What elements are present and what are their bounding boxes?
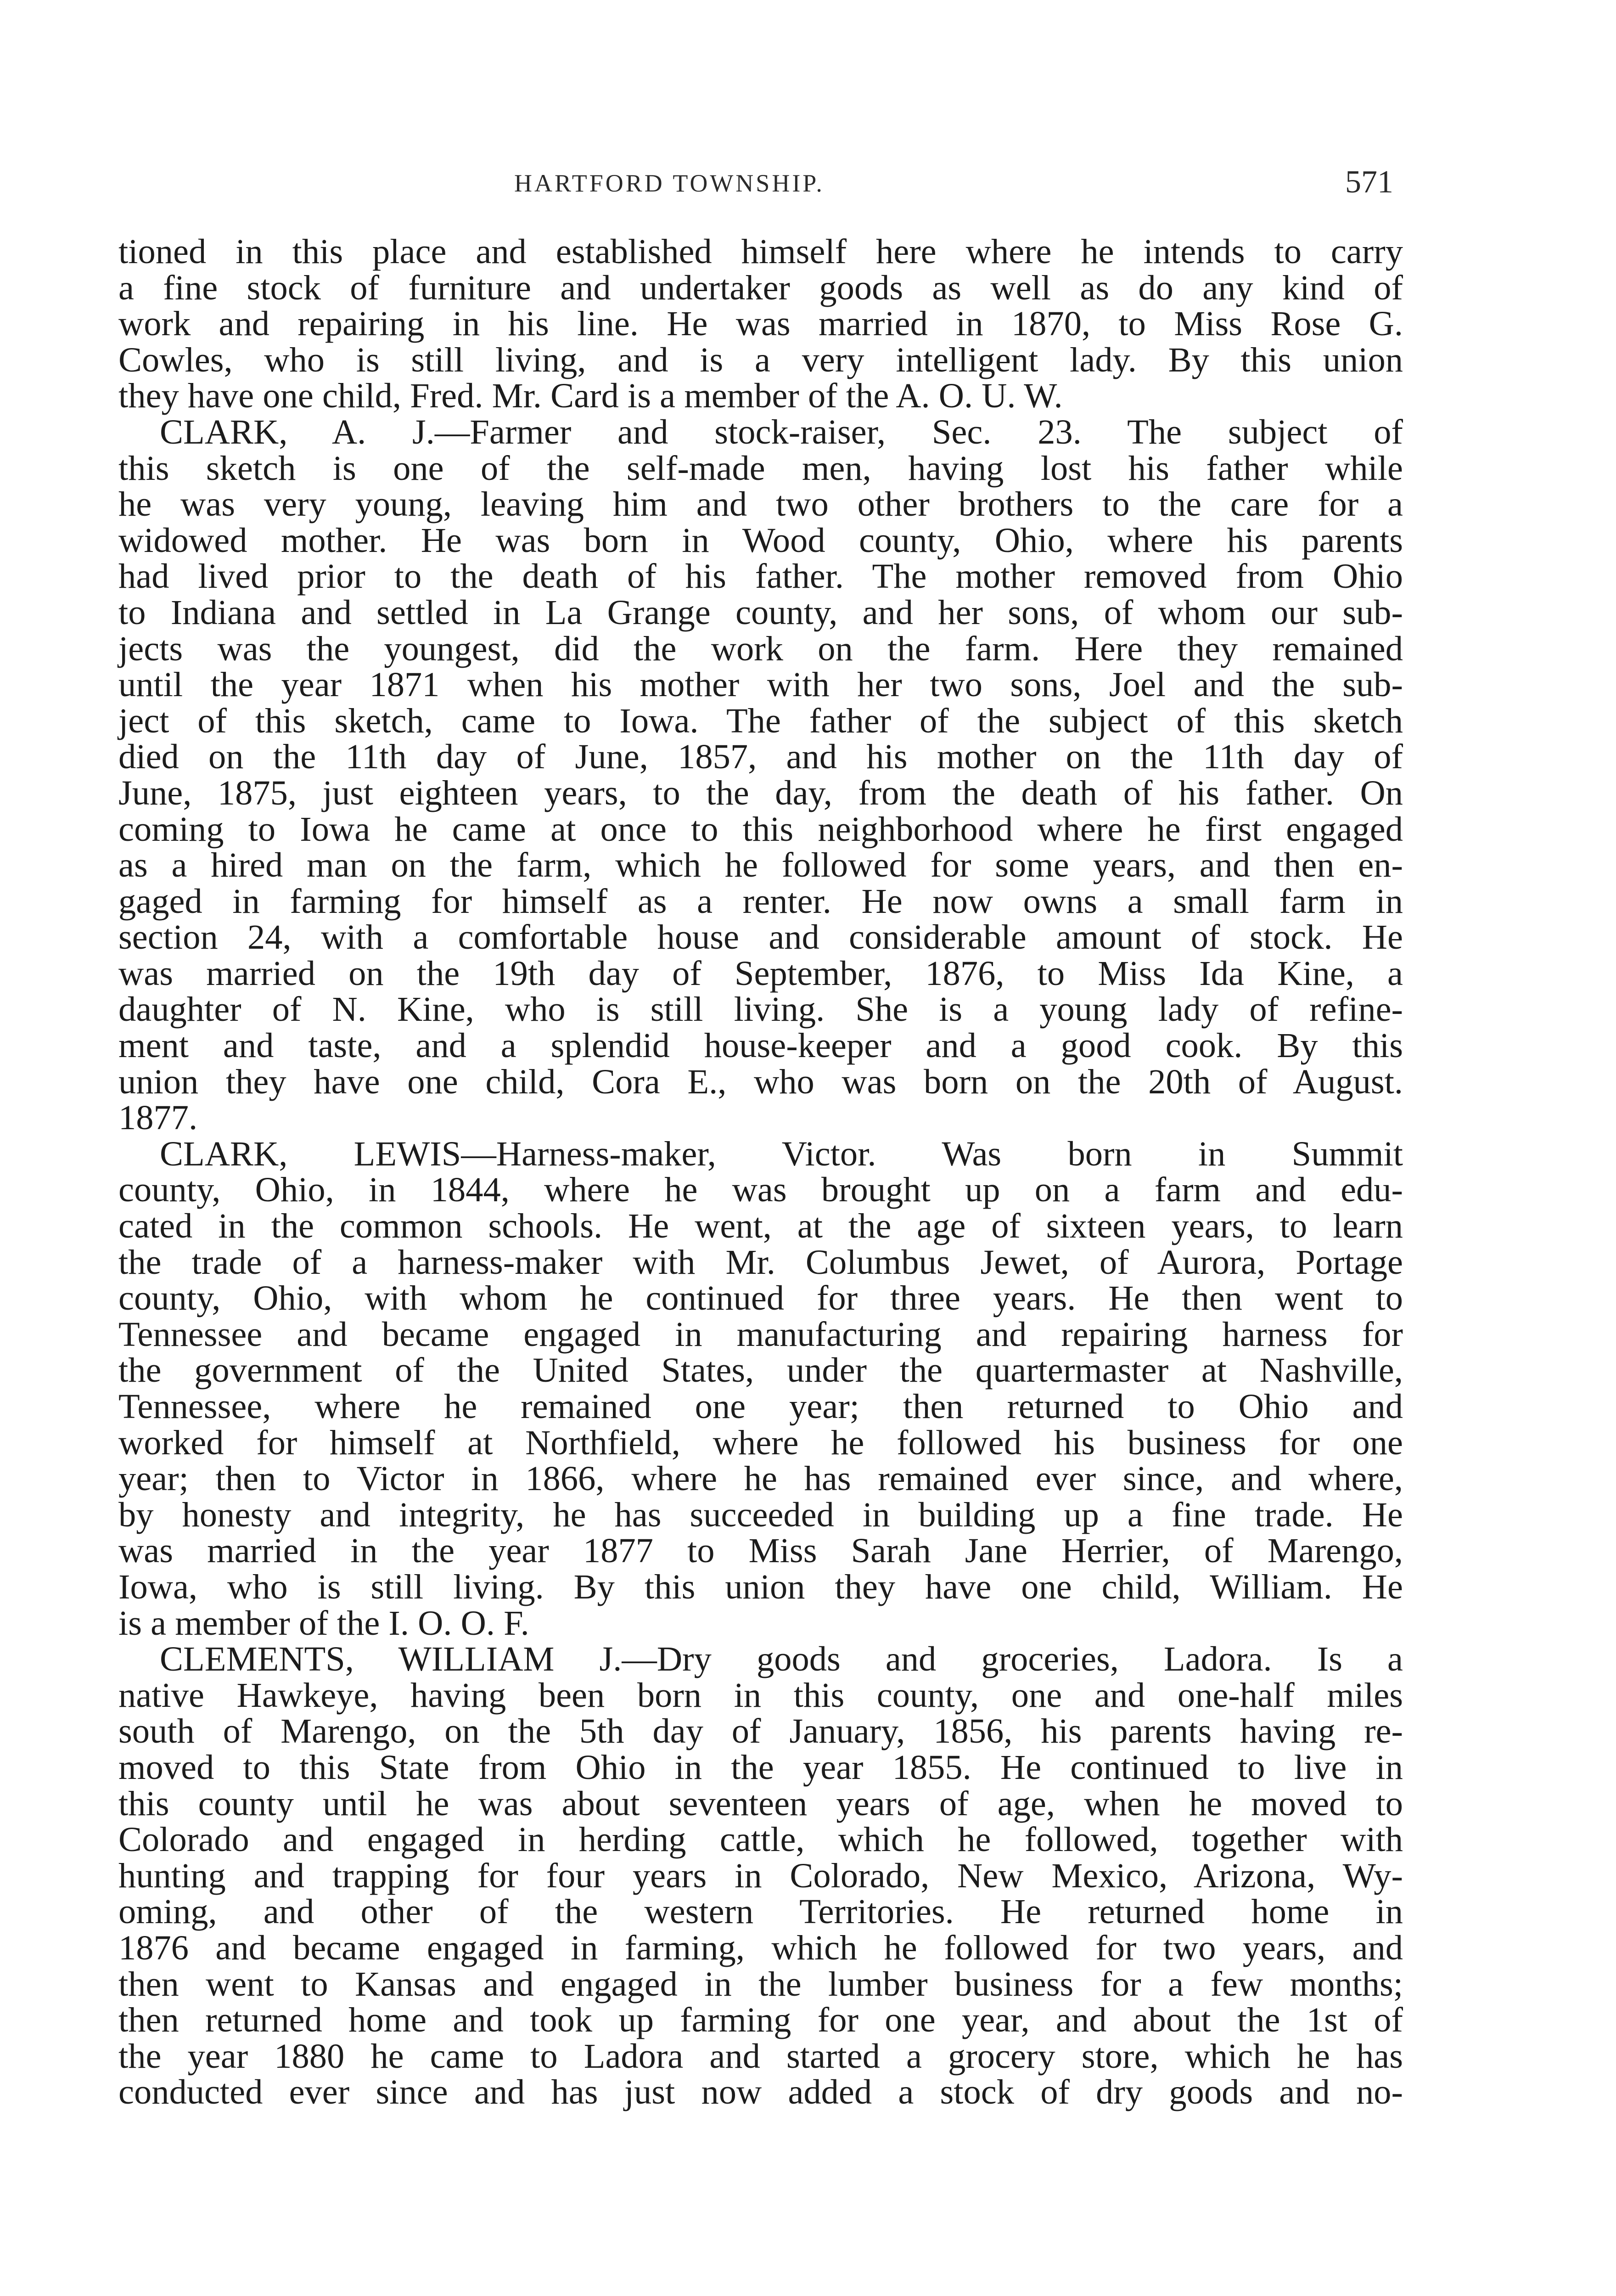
text-line: oming, and other of the western Territories. He returned home in (118, 1892, 1403, 1931)
text-line: conducted ever since and has just now added a stock of dry goods and no- (118, 2072, 1403, 2112)
text-line: south of Marengo, on the 5th day of January, 1856, his parents having re- (118, 1711, 1403, 1751)
text-line: hunting and trapping for four years in Colorado, New Mexico, Arizona, Wy- (118, 1856, 1403, 1895)
text-line: this sketch is one of the self-made men, having lost his father while (118, 448, 1403, 488)
text-line: is a member of the I. O. O. F. (118, 1603, 529, 1643)
text-line: ject of this sketch, came to Iowa. The father of the subject of this sketch (118, 701, 1403, 740)
text-line: year; then to Victor in 1866, where he has remained ever since, and where, (118, 1459, 1403, 1498)
text-line: Cowles, who is still living, and is a very intelligent lady. By this union (118, 340, 1403, 379)
text-line: ment and taste, and a splendid house-keeper and a good cook. By this (118, 1026, 1403, 1065)
text-line: cated in the common schools. He went, at the age of sixteen years, to learn (118, 1206, 1403, 1246)
text-line: died on the 11th day of June, 1857, and his mother on the 11th day of (118, 737, 1403, 777)
text-line: moved to this State from Ohio in the year 1855. He continued to live in (118, 1747, 1403, 1787)
text-line: Tennessee and became engaged in manufacturing and repairing harness for (118, 1314, 1403, 1354)
text-line: had lived prior to the death of his father. The mother removed from Ohio (118, 557, 1403, 596)
text-line: worked for himself at Northfield, where he followed his business for one (118, 1423, 1403, 1462)
text-line: coming to Iowa he came at once to this neighborhood where he first engaged (118, 809, 1403, 849)
text-line: gaged in farming for himself as a renter. He now owns a small farm in (118, 881, 1403, 921)
text-line: was married on the 19th day of September, 1876, to Miss Ida Kine, a (118, 953, 1403, 993)
entry-first-line: CLEMENTS, WILLIAM J.—Dry goods and groceries, Ladora. Is a (160, 1639, 1403, 1679)
page-number: 571 (1345, 164, 1393, 200)
entry-first-line: CLARK, LEWIS—Harness-maker, Victor. Was born in Summit (160, 1134, 1403, 1173)
entry-first-line: CLARK, A. J.—Farmer and stock-raiser, Sec. 23. The subject of (160, 412, 1403, 451)
text-line: section 24, with a comfortable house and considerable amount of stock. He (118, 917, 1403, 957)
text-line: this county until he was about seventeen years of age, when he moved to (118, 1784, 1403, 1823)
text-line: to Indiana and settled in La Grange county, and her sons, of whom our sub- (118, 592, 1403, 632)
text-line: a fine stock of furniture and undertaker goods as well as do any kind of (118, 268, 1403, 307)
text-line: union they have one child, Cora E., who was born on the 20th of August. (118, 1062, 1403, 1101)
text-line: the trade of a harness-maker with Mr. Columbus Jewet, of Aurora, Portage (118, 1242, 1403, 1282)
text-line: daughter of N. Kine, who is still living. She is a young lady of refine- (118, 990, 1403, 1029)
text-line: native Hawkeye, having been born in this county, one and one-half miles (118, 1675, 1403, 1715)
text-line: Iowa, who is still living. By this union they have one child, William. He (118, 1567, 1403, 1606)
text-line: was married in the year 1877 to Miss Sarah Jane Herrier, of Marengo, (118, 1531, 1403, 1570)
text-line: county, Ohio, in 1844, where he was brought up on a farm and edu- (118, 1170, 1403, 1210)
text-line: work and repairing in his line. He was married in 1870, to Miss Rose G. (118, 304, 1403, 343)
text-line: he was very young, leaving him and two other brothers to the care for a (118, 484, 1403, 524)
text-line: 1877. (118, 1098, 198, 1137)
text-line: widowed mother. He was born in Wood county, Ohio, where his parents (118, 520, 1403, 560)
text-line: then returned home and took up farming for one year, and about the 1st of (118, 2000, 1403, 2040)
text-line: jects was the youngest, did the work on the farm. Here they remained (118, 629, 1403, 668)
text-line: county, Ohio, with whom he continued for three years. He then went to (118, 1278, 1403, 1318)
text-line: the year 1880 he came to Ladora and started a grocery store, which he has (118, 2036, 1403, 2076)
text-line: by honesty and integrity, he has succeeded in building up a fine trade. He (118, 1495, 1403, 1534)
text-line: Colorado and engaged in herding cattle, which he followed, together with (118, 1820, 1403, 1859)
text-line: until the year 1871 when his mother with her two sons, Joel and the sub- (118, 665, 1403, 704)
text-line: Tennessee, where he remained one year; then returned to Ohio and (118, 1387, 1403, 1426)
running-head: HARTFORD TOWNSHIP. (514, 169, 825, 197)
text-line: June, 1875, just eighteen years, to the day, from the death of his father. On (118, 773, 1403, 812)
text-line: 1876 and became engaged in farming, which he followed for two years, and (118, 1928, 1403, 1967)
text-line: then went to Kansas and engaged in the lumber business for a few months; (118, 1964, 1403, 2003)
body-text (118, 234, 1403, 2110)
text-line: they have one child, Fred. Mr. Card is a member of the A. O. U. W. (118, 376, 1063, 416)
text-line: tioned in this place and established himself here where he intends to carry (118, 232, 1403, 271)
text-line: the government of the United States, under the quartermaster at Nashville, (118, 1351, 1403, 1390)
text-line: as a hired man on the farm, which he followed for some years, and then en- (118, 845, 1403, 885)
